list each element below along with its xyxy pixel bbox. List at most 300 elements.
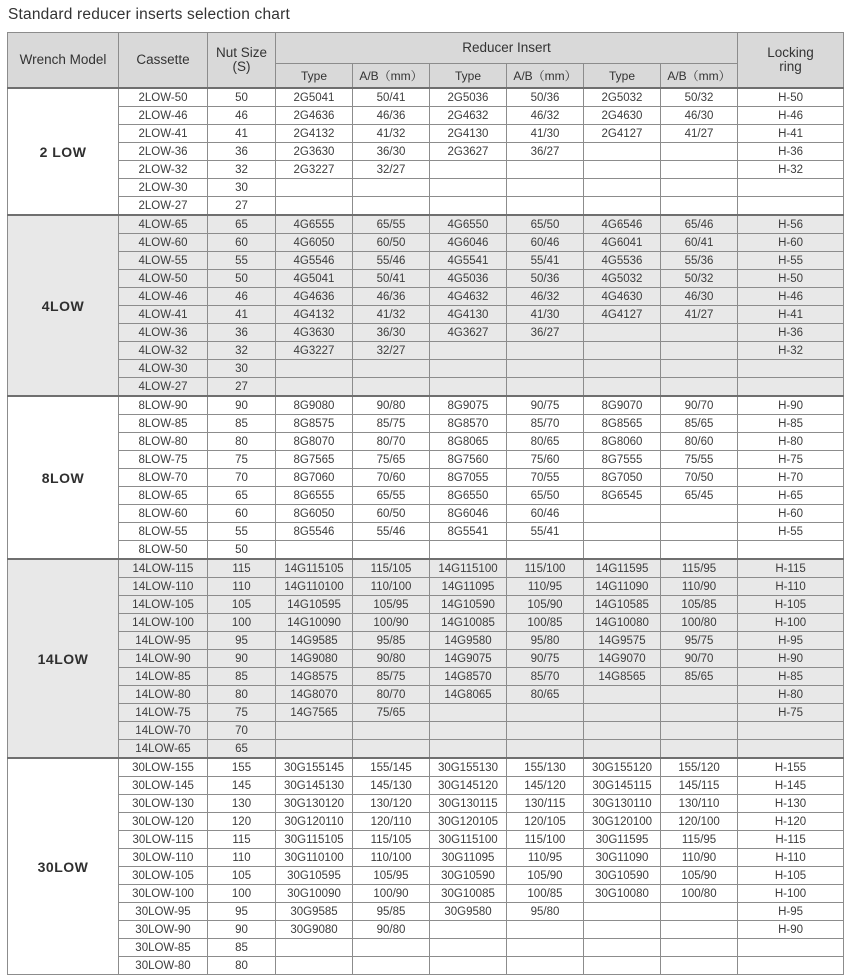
locking-ring-cell: H-65 [738, 487, 844, 505]
nut-size-cell: 50 [208, 541, 276, 560]
cassette-cell: 14LOW-85 [119, 668, 208, 686]
nut-size-cell: 30 [208, 179, 276, 197]
nut-size-label-line1: Nut Size [215, 44, 268, 60]
cassette-cell: 8LOW-90 [119, 396, 208, 415]
insert-type-1-cell: 30G10595 [276, 867, 353, 885]
insert-type-3-cell: 14G11595 [584, 559, 661, 578]
cassette-cell: 4LOW-41 [119, 306, 208, 324]
nut-size-cell: 41 [208, 125, 276, 143]
table-row [8, 758, 844, 777]
insert-type-3-cell [584, 197, 661, 216]
insert-type-1-cell: 8G8070 [276, 433, 353, 451]
insert-type-1-cell: 2G3227 [276, 161, 353, 179]
table-row [8, 668, 844, 686]
table-row [8, 632, 844, 650]
insert-type-3-cell [584, 179, 661, 197]
insert-type-1-cell: 30G115105 [276, 831, 353, 849]
locking-ring-cell: H-32 [738, 161, 844, 179]
nut-size-cell: 145 [208, 777, 276, 795]
insert-ab-3-cell: 105/90 [661, 867, 738, 885]
insert-ab-1-cell: 60/50 [353, 505, 430, 523]
col-header-nut-size [208, 33, 276, 89]
cassette-cell: 14LOW-95 [119, 632, 208, 650]
locking-ring-cell: H-110 [738, 849, 844, 867]
insert-ab-1-cell: 41/32 [353, 125, 430, 143]
insert-type-3-cell: 30G11090 [584, 849, 661, 867]
insert-ab-1-cell: 100/90 [353, 885, 430, 903]
nut-size-cell: 100 [208, 885, 276, 903]
insert-ab-3-cell: 155/120 [661, 758, 738, 777]
locking-ring-cell: H-90 [738, 921, 844, 939]
insert-type-1-cell [276, 360, 353, 378]
cassette-cell: 4LOW-55 [119, 252, 208, 270]
cassette-cell: 8LOW-65 [119, 487, 208, 505]
locking-ring-cell [738, 541, 844, 560]
table-row [8, 234, 844, 252]
insert-type-3-cell: 8G6545 [584, 487, 661, 505]
insert-type-1-cell: 30G145130 [276, 777, 353, 795]
insert-type-3-cell [584, 921, 661, 939]
locking-ring-cell: H-85 [738, 415, 844, 433]
locking-ring-cell: H-60 [738, 234, 844, 252]
insert-type-2-cell: 8G7055 [430, 469, 507, 487]
insert-type-3-cell [584, 903, 661, 921]
insert-type-1-cell: 30G110100 [276, 849, 353, 867]
nut-size-cell: 110 [208, 578, 276, 596]
table-row [8, 559, 844, 578]
insert-type-3-cell [584, 740, 661, 759]
insert-type-3-cell: 4G4127 [584, 306, 661, 324]
nut-size-cell: 60 [208, 505, 276, 523]
insert-type-1-cell: 8G9080 [276, 396, 353, 415]
insert-ab-3-cell: 100/80 [661, 885, 738, 903]
nut-size-cell: 95 [208, 903, 276, 921]
cassette-cell: 30LOW-120 [119, 813, 208, 831]
locking-ring-cell: H-36 [738, 143, 844, 161]
insert-ab-1-cell: 60/50 [353, 234, 430, 252]
cassette-cell: 14LOW-75 [119, 704, 208, 722]
insert-type-3-cell [584, 704, 661, 722]
nut-size-cell: 95 [208, 632, 276, 650]
nut-size-cell: 41 [208, 306, 276, 324]
locking-ring-cell: H-50 [738, 88, 844, 107]
locking-ring-cell: H-56 [738, 215, 844, 234]
insert-type-1-cell [276, 722, 353, 740]
cassette-cell: 2LOW-32 [119, 161, 208, 179]
cassette-cell: 14LOW-110 [119, 578, 208, 596]
col-header-reducer-insert: Reducer Insert [276, 33, 738, 64]
insert-ab-2-cell: 95/80 [507, 903, 584, 921]
insert-type-1-cell: 14G8070 [276, 686, 353, 704]
insert-type-2-cell: 14G10590 [430, 596, 507, 614]
cassette-cell: 30LOW-80 [119, 957, 208, 975]
insert-ab-2-cell [507, 179, 584, 197]
insert-ab-3-cell [661, 143, 738, 161]
cassette-cell: 14LOW-100 [119, 614, 208, 632]
cassette-cell: 8LOW-70 [119, 469, 208, 487]
group-14low [8, 559, 844, 758]
locking-ring-cell [738, 179, 844, 197]
insert-type-2-cell [430, 360, 507, 378]
insert-ab-2-cell: 65/50 [507, 215, 584, 234]
group-30low [8, 758, 844, 975]
locking-ring-cell: H-80 [738, 686, 844, 704]
table-row [8, 885, 844, 903]
insert-ab-3-cell: 110/90 [661, 578, 738, 596]
insert-type-3-cell: 14G9070 [584, 650, 661, 668]
nut-size-cell: 36 [208, 143, 276, 161]
table-row [8, 143, 844, 161]
nut-size-cell: 75 [208, 451, 276, 469]
insert-type-1-cell: 30G155145 [276, 758, 353, 777]
insert-type-3-cell: 30G120100 [584, 813, 661, 831]
cassette-cell: 8LOW-75 [119, 451, 208, 469]
insert-type-3-cell [584, 722, 661, 740]
table-row [8, 505, 844, 523]
insert-ab-1-cell: 155/145 [353, 758, 430, 777]
wrench-model-cell: 30LOW [8, 758, 119, 975]
table-row [8, 813, 844, 831]
insert-ab-2-cell: 36/27 [507, 324, 584, 342]
insert-ab-2-cell: 120/105 [507, 813, 584, 831]
insert-type-2-cell: 4G6550 [430, 215, 507, 234]
cassette-cell: 30LOW-110 [119, 849, 208, 867]
insert-type-2-cell [430, 197, 507, 216]
insert-type-2-cell: 30G10590 [430, 867, 507, 885]
insert-ab-1-cell: 65/55 [353, 215, 430, 234]
insert-type-1-cell: 2G4636 [276, 107, 353, 125]
insert-type-2-cell: 2G4632 [430, 107, 507, 125]
table-row [8, 107, 844, 125]
insert-type-3-cell [584, 939, 661, 957]
insert-ab-2-cell: 105/90 [507, 596, 584, 614]
insert-ab-1-cell: 90/80 [353, 650, 430, 668]
insert-ab-2-cell [507, 740, 584, 759]
locking-ring-cell: H-100 [738, 614, 844, 632]
insert-ab-3-cell [661, 722, 738, 740]
table-row [8, 831, 844, 849]
insert-ab-1-cell: 41/32 [353, 306, 430, 324]
insert-ab-1-cell: 70/60 [353, 469, 430, 487]
cassette-cell: 14LOW-80 [119, 686, 208, 704]
insert-ab-2-cell [507, 197, 584, 216]
insert-type-1-cell: 4G6555 [276, 215, 353, 234]
insert-ab-1-cell: 50/41 [353, 88, 430, 107]
insert-type-1-cell: 8G8575 [276, 415, 353, 433]
insert-ab-1-cell [353, 179, 430, 197]
insert-ab-3-cell: 90/70 [661, 650, 738, 668]
insert-ab-2-cell: 85/70 [507, 668, 584, 686]
insert-type-1-cell: 30G9585 [276, 903, 353, 921]
cassette-cell: 2LOW-30 [119, 179, 208, 197]
cassette-cell: 4LOW-50 [119, 270, 208, 288]
insert-type-3-cell: 2G5032 [584, 88, 661, 107]
insert-ab-1-cell: 46/36 [353, 288, 430, 306]
insert-ab-1-cell: 110/100 [353, 578, 430, 596]
cassette-cell: 30LOW-115 [119, 831, 208, 849]
insert-ab-3-cell [661, 324, 738, 342]
insert-ab-3-cell: 90/70 [661, 396, 738, 415]
table-row [8, 795, 844, 813]
locking-ring-cell [738, 360, 844, 378]
insert-ab-2-cell: 41/30 [507, 125, 584, 143]
insert-ab-3-cell [661, 903, 738, 921]
insert-type-1-cell: 30G130120 [276, 795, 353, 813]
nut-size-cell: 32 [208, 342, 276, 360]
insert-type-2-cell [430, 704, 507, 722]
cassette-cell: 2LOW-36 [119, 143, 208, 161]
insert-type-1-cell [276, 179, 353, 197]
table-row [8, 179, 844, 197]
insert-type-3-cell: 8G7050 [584, 469, 661, 487]
wrench-model-cell: 8LOW [8, 396, 119, 559]
insert-type-2-cell: 14G115100 [430, 559, 507, 578]
nut-size-cell: 85 [208, 668, 276, 686]
locking-ring-cell: H-46 [738, 288, 844, 306]
insert-ab-2-cell [507, 161, 584, 179]
nut-size-cell: 50 [208, 88, 276, 107]
insert-type-1-cell: 4G5546 [276, 252, 353, 270]
insert-ab-3-cell: 46/30 [661, 288, 738, 306]
cassette-cell: 4LOW-65 [119, 215, 208, 234]
table-row [8, 161, 844, 179]
cassette-cell: 4LOW-30 [119, 360, 208, 378]
cassette-cell: 2LOW-46 [119, 107, 208, 125]
insert-type-2-cell [430, 342, 507, 360]
cassette-cell: 4LOW-60 [119, 234, 208, 252]
insert-ab-2-cell [507, 722, 584, 740]
locking-ring-cell: H-75 [738, 451, 844, 469]
table-row [8, 867, 844, 885]
cassette-cell: 30LOW-145 [119, 777, 208, 795]
insert-type-2-cell: 2G5036 [430, 88, 507, 107]
insert-type-1-cell: 4G3630 [276, 324, 353, 342]
insert-type-3-cell: 8G9070 [584, 396, 661, 415]
insert-ab-2-cell [507, 704, 584, 722]
insert-ab-3-cell [661, 179, 738, 197]
insert-ab-2-cell: 60/46 [507, 505, 584, 523]
insert-type-2-cell: 30G115100 [430, 831, 507, 849]
table-row [8, 288, 844, 306]
insert-type-3-cell: 30G11595 [584, 831, 661, 849]
table-row [8, 650, 844, 668]
insert-type-2-cell: 8G9075 [430, 396, 507, 415]
insert-ab-2-cell: 90/75 [507, 650, 584, 668]
wrench-model-cell: 4LOW [8, 215, 119, 396]
insert-type-2-cell: 14G11095 [430, 578, 507, 596]
col-header-ab-3: A/B（mm） [661, 64, 738, 89]
cassette-cell: 2LOW-41 [119, 125, 208, 143]
insert-ab-1-cell: 85/75 [353, 668, 430, 686]
insert-type-3-cell: 8G8565 [584, 415, 661, 433]
col-header-locking-ring [738, 33, 844, 89]
table-row [8, 939, 844, 957]
insert-type-3-cell: 4G5032 [584, 270, 661, 288]
insert-ab-3-cell: 65/45 [661, 487, 738, 505]
table-row [8, 903, 844, 921]
locking-ring-cell [738, 957, 844, 975]
cassette-cell: 14LOW-65 [119, 740, 208, 759]
insert-ab-3-cell: 105/85 [661, 596, 738, 614]
insert-ab-2-cell: 80/65 [507, 433, 584, 451]
insert-type-2-cell: 30G9580 [430, 903, 507, 921]
reducer-insert-selection-table [7, 32, 844, 975]
insert-type-2-cell: 4G5541 [430, 252, 507, 270]
insert-ab-1-cell: 36/30 [353, 324, 430, 342]
insert-ab-3-cell [661, 686, 738, 704]
locking-ring-cell: H-75 [738, 704, 844, 722]
table-row [8, 704, 844, 722]
insert-type-2-cell: 8G8570 [430, 415, 507, 433]
nut-size-cell: 100 [208, 614, 276, 632]
cassette-cell: 8LOW-55 [119, 523, 208, 541]
nut-size-cell: 90 [208, 921, 276, 939]
insert-type-1-cell: 2G4132 [276, 125, 353, 143]
insert-ab-3-cell: 85/65 [661, 668, 738, 686]
insert-ab-3-cell [661, 523, 738, 541]
insert-ab-3-cell: 41/27 [661, 306, 738, 324]
insert-ab-2-cell: 41/30 [507, 306, 584, 324]
nut-size-cell: 65 [208, 215, 276, 234]
locking-ring-cell [738, 939, 844, 957]
nut-size-cell: 110 [208, 849, 276, 867]
table-row [8, 433, 844, 451]
insert-ab-3-cell: 145/115 [661, 777, 738, 795]
insert-type-3-cell: 8G8060 [584, 433, 661, 451]
nut-size-cell: 55 [208, 252, 276, 270]
nut-size-cell: 85 [208, 939, 276, 957]
table-row [8, 921, 844, 939]
insert-ab-2-cell: 110/95 [507, 578, 584, 596]
nut-size-cell: 115 [208, 831, 276, 849]
insert-ab-3-cell: 50/32 [661, 88, 738, 107]
insert-ab-3-cell [661, 921, 738, 939]
insert-ab-2-cell [507, 378, 584, 397]
insert-ab-1-cell [353, 722, 430, 740]
insert-ab-3-cell: 65/46 [661, 215, 738, 234]
insert-type-3-cell [584, 161, 661, 179]
insert-type-1-cell [276, 541, 353, 560]
cassette-cell: 8LOW-85 [119, 415, 208, 433]
insert-type-1-cell: 14G9080 [276, 650, 353, 668]
locking-ring-cell: H-120 [738, 813, 844, 831]
insert-ab-1-cell [353, 360, 430, 378]
insert-ab-3-cell [661, 378, 738, 397]
table-row [8, 342, 844, 360]
insert-type-3-cell [584, 541, 661, 560]
nut-size-cell: 120 [208, 813, 276, 831]
insert-type-3-cell: 30G155120 [584, 758, 661, 777]
insert-type-2-cell: 30G130115 [430, 795, 507, 813]
insert-ab-1-cell [353, 957, 430, 975]
insert-ab-2-cell: 115/100 [507, 831, 584, 849]
insert-type-2-cell: 30G120105 [430, 813, 507, 831]
col-header-cassette: Cassette [119, 33, 208, 89]
cassette-cell: 14LOW-70 [119, 722, 208, 740]
insert-ab-2-cell: 80/65 [507, 686, 584, 704]
insert-type-3-cell: 14G11090 [584, 578, 661, 596]
nut-size-cell: 36 [208, 324, 276, 342]
table-row [8, 88, 844, 107]
insert-ab-3-cell [661, 541, 738, 560]
insert-type-2-cell: 14G8065 [430, 686, 507, 704]
insert-type-2-cell: 4G6046 [430, 234, 507, 252]
insert-type-1-cell: 2G5041 [276, 88, 353, 107]
cassette-cell: 30LOW-85 [119, 939, 208, 957]
insert-ab-1-cell: 85/75 [353, 415, 430, 433]
insert-type-2-cell: 4G4632 [430, 288, 507, 306]
col-header-ab-2: A/B（mm） [507, 64, 584, 89]
insert-type-1-cell: 4G6050 [276, 234, 353, 252]
insert-type-1-cell: 14G7565 [276, 704, 353, 722]
table-row [8, 722, 844, 740]
insert-ab-1-cell: 50/41 [353, 270, 430, 288]
insert-type-1-cell: 30G10090 [276, 885, 353, 903]
insert-ab-1-cell: 100/90 [353, 614, 430, 632]
cassette-cell: 30LOW-95 [119, 903, 208, 921]
insert-ab-2-cell: 50/36 [507, 270, 584, 288]
nut-size-cell: 30 [208, 360, 276, 378]
insert-ab-3-cell: 70/50 [661, 469, 738, 487]
insert-type-1-cell [276, 939, 353, 957]
insert-ab-3-cell: 41/27 [661, 125, 738, 143]
insert-ab-3-cell: 110/90 [661, 849, 738, 867]
locking-ring-cell: H-90 [738, 396, 844, 415]
insert-type-2-cell: 8G7560 [430, 451, 507, 469]
nut-size-cell: 65 [208, 740, 276, 759]
table-row [8, 378, 844, 397]
insert-type-1-cell: 14G110100 [276, 578, 353, 596]
table-row [8, 451, 844, 469]
col-header-ab-1: A/B（mm） [353, 64, 430, 89]
insert-ab-3-cell [661, 161, 738, 179]
insert-ab-1-cell: 36/30 [353, 143, 430, 161]
table-row [8, 396, 844, 415]
insert-ab-1-cell: 120/110 [353, 813, 430, 831]
nut-size-cell: 105 [208, 596, 276, 614]
nut-size-cell: 60 [208, 234, 276, 252]
nut-size-cell: 27 [208, 378, 276, 397]
cassette-cell: 8LOW-80 [119, 433, 208, 451]
wrench-model-cell: 14LOW [8, 559, 119, 758]
insert-type-2-cell [430, 179, 507, 197]
insert-type-2-cell [430, 957, 507, 975]
insert-ab-2-cell: 36/27 [507, 143, 584, 161]
group-2low [8, 88, 844, 215]
locking-ring-cell: H-55 [738, 523, 844, 541]
insert-ab-3-cell: 55/36 [661, 252, 738, 270]
locking-ring-cell: H-46 [738, 107, 844, 125]
table-row [8, 957, 844, 975]
insert-type-2-cell [430, 939, 507, 957]
insert-type-3-cell: 4G6041 [584, 234, 661, 252]
insert-type-1-cell: 14G115105 [276, 559, 353, 578]
insert-type-2-cell: 8G6046 [430, 505, 507, 523]
insert-ab-2-cell: 70/55 [507, 469, 584, 487]
nut-size-cell: 32 [208, 161, 276, 179]
locking-ring-cell: H-95 [738, 632, 844, 650]
insert-type-2-cell [430, 161, 507, 179]
table-row [8, 740, 844, 759]
table-row [8, 270, 844, 288]
insert-ab-3-cell [661, 505, 738, 523]
insert-ab-1-cell: 75/65 [353, 451, 430, 469]
table-row [8, 252, 844, 270]
insert-ab-2-cell: 50/36 [507, 88, 584, 107]
cassette-cell: 14LOW-115 [119, 559, 208, 578]
insert-type-2-cell: 14G9075 [430, 650, 507, 668]
page-title: Standard reducer inserts selection chart [8, 6, 290, 23]
